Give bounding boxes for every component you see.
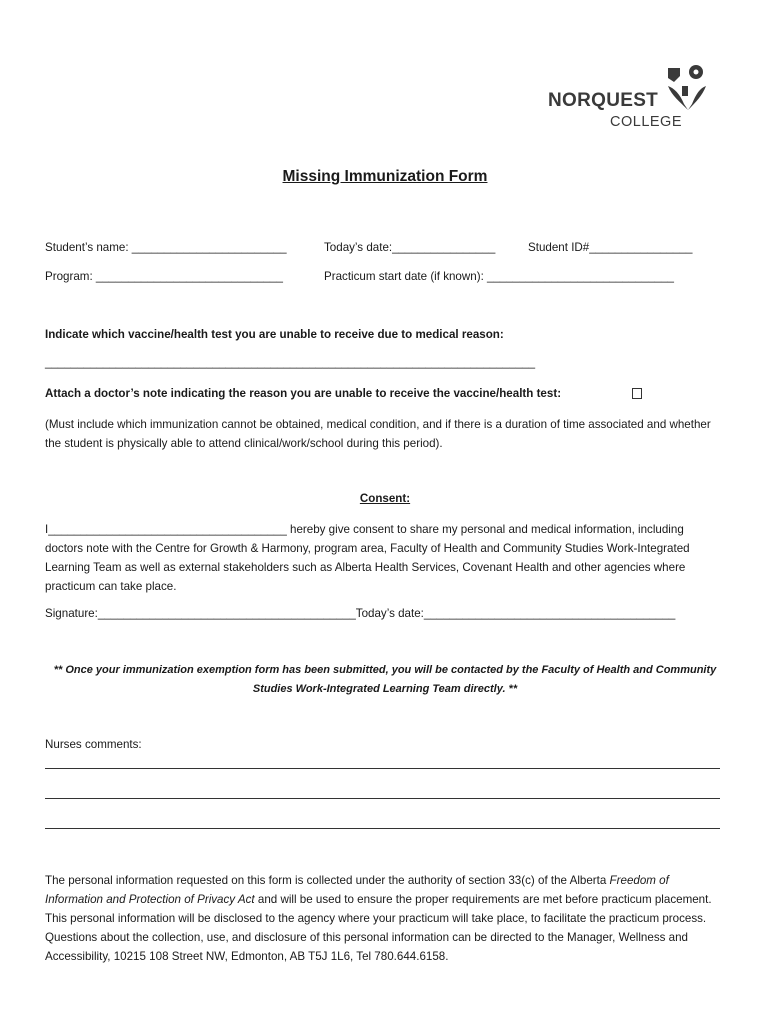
logo-mark-icon xyxy=(666,64,708,112)
student-id-field[interactable]: Student ID#________________ xyxy=(528,241,693,254)
vaccine-prompt: Indicate which vaccine/health test you are unable to receive due to medical reason: xyxy=(45,328,504,341)
comment-line[interactable] xyxy=(45,828,720,829)
signature-date-line[interactable]: Signature:________________________________________Today’s date:_______________________________________ xyxy=(45,607,676,620)
privacy-act-name: Freedom of Information and Protection of Privacy Act xyxy=(45,874,669,906)
vaccine-answer-line[interactable]: ____________________________________________________________________________ xyxy=(45,356,536,369)
consent-heading: Consent: xyxy=(359,492,411,505)
attach-note-checkbox[interactable] xyxy=(632,388,642,399)
student-name-field[interactable]: Student’s name: ________________________ xyxy=(45,241,287,254)
logo-college: COLLEGE xyxy=(610,114,682,130)
privacy-text-part1: The personal information requested on this form is collected under the authority of section 33(c) of the Alberta xyxy=(45,874,610,887)
page-title: Missing Immunization Form xyxy=(282,168,488,185)
practicum-start-field[interactable]: Practicum start date (if known): _____________________________ xyxy=(324,270,674,283)
attach-note-label: Attach a doctor’s note indicating the reason you are unable to receive the vaccine/health test: xyxy=(45,387,562,400)
nurses-comments-label: Nurses comments: xyxy=(45,738,142,751)
comment-line[interactable] xyxy=(45,798,720,799)
norquest-logo xyxy=(548,64,708,134)
privacy-text-part2: and will be used to ensure the proper requirements are met before practicum placement. This personal information will be disclosed to the agency where your practicum will take place, to facilitate the practicum process. Questions about the collection, use, and disclosure of this personal information can be directed to the Manager, Wellness and Accessibility, 10215 108 Street NW, Edmonton, AB T5J 1L6, Tel 780.644.6158. xyxy=(45,893,712,963)
attach-note-detail: (Must include which immunization cannot be obtained, medical condition, and if there is a duration of time associated and whether the student is physically able to attend clinical/work/school during this period). xyxy=(45,418,711,450)
todays-date-field[interactable]: Today’s date:________________ xyxy=(324,241,496,254)
program-field[interactable]: Program: _____________________________ xyxy=(45,270,283,283)
privacy-statement xyxy=(45,871,725,966)
comment-line[interactable] xyxy=(45,768,720,769)
consent-text: I_____________________________________ hereby give consent to share my personal and medical information, including doctors note with the Centre for Growth & Harmony, program area, Faculty of Health and Community Studies Work-Integrated Learning Team as well as external stakeholders such as Alberta Health Services, Covenant Health and other agencies where practicum can take place. xyxy=(45,523,690,593)
submission-notice: ** Once your immunization exemption form has been submitted, you will be contacted by the Faculty of Health and Community Studies Work-Integrated Learning Team directly. ** xyxy=(53,664,717,695)
logo-name: NORQUEST xyxy=(548,90,659,111)
